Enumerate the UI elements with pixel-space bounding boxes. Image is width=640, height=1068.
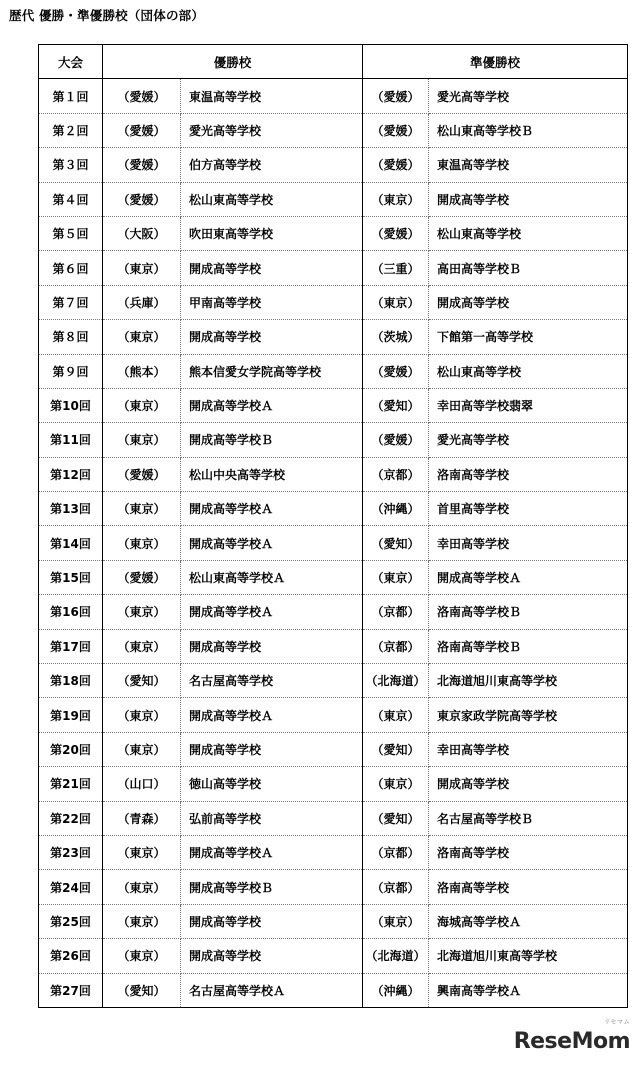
winner-prefecture-cell: （愛媛） bbox=[103, 182, 181, 216]
table-row bbox=[39, 216, 628, 250]
runner-up-school-cell: 洛南高等学校 bbox=[429, 870, 628, 904]
table-row bbox=[39, 79, 628, 113]
runner-up-prefecture-cell: （愛知） bbox=[363, 801, 429, 835]
runner-up-school-cell: 下館第一高等学校 bbox=[429, 320, 628, 354]
winner-school-cell: 開成高等学校 bbox=[181, 732, 363, 766]
winner-school-cell: 徳山高等学校 bbox=[181, 767, 363, 801]
winner-school-cell: 開成高等学校Ａ bbox=[181, 526, 363, 560]
runner-up-school-cell: 開成高等学校 bbox=[429, 767, 628, 801]
round-cell: 第20回 bbox=[39, 732, 103, 766]
table-row bbox=[39, 801, 628, 835]
winner-school-cell: 開成高等学校 bbox=[181, 939, 363, 973]
winner-school-cell: 甲南高等学校 bbox=[181, 285, 363, 319]
winner-prefecture-cell: （東京） bbox=[103, 388, 181, 422]
runner-up-prefecture-cell: （東京） bbox=[363, 182, 429, 216]
round-cell: 第17回 bbox=[39, 629, 103, 663]
winner-prefecture-cell: （熊本） bbox=[103, 354, 181, 388]
table-row bbox=[39, 939, 628, 973]
winner-prefecture-cell: （東京） bbox=[103, 320, 181, 354]
table-row bbox=[39, 388, 628, 422]
round-cell: 第３回 bbox=[39, 148, 103, 182]
runner-up-school-cell: 興南高等学校Ａ bbox=[429, 973, 628, 1007]
table-row bbox=[39, 560, 628, 594]
runner-up-prefecture-cell: （愛知） bbox=[363, 388, 429, 422]
winner-school-cell: 熊本信愛女学院高等学校 bbox=[181, 354, 363, 388]
table-row bbox=[39, 698, 628, 732]
runner-up-school-cell: 洛南高等学校 bbox=[429, 835, 628, 869]
round-cell: 第23回 bbox=[39, 835, 103, 869]
table-row bbox=[39, 664, 628, 698]
header-runner-up: 準優勝校 bbox=[363, 45, 628, 79]
winner-prefecture-cell: （愛媛） bbox=[103, 560, 181, 594]
table-row bbox=[39, 904, 628, 938]
winner-school-cell: 愛光高等学校 bbox=[181, 113, 363, 147]
winner-school-cell: 開成高等学校 bbox=[181, 904, 363, 938]
runner-up-school-cell: 愛光高等学校 bbox=[429, 423, 628, 457]
winner-school-cell: 開成高等学校Ｂ bbox=[181, 870, 363, 904]
runner-up-school-cell: 幸田高等学校翡翠 bbox=[429, 388, 628, 422]
runner-up-prefecture-cell: （北海道） bbox=[363, 939, 429, 973]
table-row bbox=[39, 492, 628, 526]
round-cell: 第26回 bbox=[39, 939, 103, 973]
runner-up-school-cell: 幸田高等学校 bbox=[429, 732, 628, 766]
table-row bbox=[39, 113, 628, 147]
runner-up-prefecture-cell: （茨城） bbox=[363, 320, 429, 354]
winner-school-cell: 弘前高等学校 bbox=[181, 801, 363, 835]
winner-school-cell: 名古屋高等学校Ａ bbox=[181, 973, 363, 1007]
runner-up-school-cell: 松山東高等学校Ｂ bbox=[429, 113, 628, 147]
winner-prefecture-cell: （東京） bbox=[103, 629, 181, 663]
runner-up-prefecture-cell: （東京） bbox=[363, 767, 429, 801]
winner-school-cell: 東温高等学校 bbox=[181, 79, 363, 113]
round-cell: 第22回 bbox=[39, 801, 103, 835]
header-round: 大会 bbox=[39, 45, 103, 79]
runner-up-school-cell: 松山東高等学校 bbox=[429, 216, 628, 250]
runner-up-school-cell: 開成高等学校 bbox=[429, 182, 628, 216]
winner-school-cell: 開成高等学校Ｂ bbox=[181, 423, 363, 457]
runner-up-prefecture-cell: （京都） bbox=[363, 870, 429, 904]
winner-prefecture-cell: （大阪） bbox=[103, 216, 181, 250]
winner-school-cell: 松山東高等学校Ａ bbox=[181, 560, 363, 594]
runner-up-prefecture-cell: （愛知） bbox=[363, 526, 429, 560]
winner-prefecture-cell: （東京） bbox=[103, 732, 181, 766]
table-row bbox=[39, 973, 628, 1007]
runner-up-prefecture-cell: （京都） bbox=[363, 629, 429, 663]
watermark-ruby: リセマム bbox=[604, 1019, 630, 1026]
runner-up-school-cell: 東温高等学校 bbox=[429, 148, 628, 182]
winner-prefecture-cell: （東京） bbox=[103, 526, 181, 560]
table-row bbox=[39, 526, 628, 560]
runner-up-prefecture-cell: （東京） bbox=[363, 904, 429, 938]
round-cell: 第12回 bbox=[39, 457, 103, 491]
round-cell: 第18回 bbox=[39, 664, 103, 698]
runner-up-prefecture-cell: （愛媛） bbox=[363, 354, 429, 388]
winner-prefecture-cell: （東京） bbox=[103, 251, 181, 285]
winner-school-cell: 吹田東高等学校 bbox=[181, 216, 363, 250]
winner-school-cell: 開成高等学校Ａ bbox=[181, 835, 363, 869]
table-row bbox=[39, 457, 628, 491]
winner-prefecture-cell: （兵庫） bbox=[103, 285, 181, 319]
runner-up-school-cell: 洛南高等学校Ｂ bbox=[429, 595, 628, 629]
round-cell: 第６回 bbox=[39, 251, 103, 285]
table-row bbox=[39, 767, 628, 801]
results-table bbox=[38, 44, 628, 1008]
winner-prefecture-cell: （東京） bbox=[103, 595, 181, 629]
runner-up-prefecture-cell: （沖縄） bbox=[363, 973, 429, 1007]
runner-up-prefecture-cell: （愛知） bbox=[363, 732, 429, 766]
runner-up-school-cell: 幸田高等学校 bbox=[429, 526, 628, 560]
winner-prefecture-cell: （山口） bbox=[103, 767, 181, 801]
winner-school-cell: 松山東高等学校 bbox=[181, 182, 363, 216]
runner-up-school-cell: 洛南高等学校 bbox=[429, 457, 628, 491]
table-row bbox=[39, 629, 628, 663]
runner-up-school-cell: 松山東高等学校 bbox=[429, 354, 628, 388]
runner-up-prefecture-cell: （東京） bbox=[363, 560, 429, 594]
winner-prefecture-cell: （愛知） bbox=[103, 664, 181, 698]
table-row bbox=[39, 732, 628, 766]
winner-prefecture-cell: （愛媛） bbox=[103, 457, 181, 491]
round-cell: 第25回 bbox=[39, 904, 103, 938]
winner-prefecture-cell: （愛媛） bbox=[103, 113, 181, 147]
winner-prefecture-cell: （東京） bbox=[103, 423, 181, 457]
winner-school-cell: 松山中央高等学校 bbox=[181, 457, 363, 491]
table-row bbox=[39, 835, 628, 869]
runner-up-school-cell: 首里高等学校 bbox=[429, 492, 628, 526]
round-cell: 第27回 bbox=[39, 973, 103, 1007]
winner-prefecture-cell: （青森） bbox=[103, 801, 181, 835]
winner-prefecture-cell: （東京） bbox=[103, 870, 181, 904]
table-row bbox=[39, 354, 628, 388]
runner-up-prefecture-cell: （京都） bbox=[363, 595, 429, 629]
runner-up-prefecture-cell: （東京） bbox=[363, 698, 429, 732]
winner-school-cell: 伯方高等学校 bbox=[181, 148, 363, 182]
runner-up-school-cell: 海城高等学校Ａ bbox=[429, 904, 628, 938]
winner-prefecture-cell: （東京） bbox=[103, 698, 181, 732]
round-cell: 第４回 bbox=[39, 182, 103, 216]
runner-up-prefecture-cell: （沖縄） bbox=[363, 492, 429, 526]
round-cell: 第24回 bbox=[39, 870, 103, 904]
table-row bbox=[39, 320, 628, 354]
round-cell: 第７回 bbox=[39, 285, 103, 319]
runner-up-prefecture-cell: （北海道） bbox=[363, 664, 429, 698]
runner-up-prefecture-cell: （東京） bbox=[363, 285, 429, 319]
winner-prefecture-cell: （東京） bbox=[103, 904, 181, 938]
round-cell: 第21回 bbox=[39, 767, 103, 801]
table-row bbox=[39, 870, 628, 904]
table-header-row bbox=[39, 45, 628, 79]
table-row bbox=[39, 148, 628, 182]
runner-up-prefecture-cell: （愛媛） bbox=[363, 79, 429, 113]
runner-up-school-cell: 開成高等学校Ａ bbox=[429, 560, 628, 594]
runner-up-school-cell: 北海道旭川東高等学校 bbox=[429, 664, 628, 698]
winner-prefecture-cell: （東京） bbox=[103, 939, 181, 973]
table-row bbox=[39, 595, 628, 629]
runner-up-school-cell: 開成高等学校 bbox=[429, 285, 628, 319]
round-cell: 第１回 bbox=[39, 79, 103, 113]
runner-up-prefecture-cell: （愛媛） bbox=[363, 423, 429, 457]
winner-school-cell: 名古屋高等学校 bbox=[181, 664, 363, 698]
winner-prefecture-cell: （愛媛） bbox=[103, 79, 181, 113]
runner-up-school-cell: 名古屋高等学校Ｂ bbox=[429, 801, 628, 835]
winner-school-cell: 開成高等学校 bbox=[181, 629, 363, 663]
round-cell: 第２回 bbox=[39, 113, 103, 147]
winner-school-cell: 開成高等学校 bbox=[181, 320, 363, 354]
runner-up-school-cell: 高田高等学校Ｂ bbox=[429, 251, 628, 285]
runner-up-school-cell: 愛光高等学校 bbox=[429, 79, 628, 113]
runner-up-school-cell: 洛南高等学校Ｂ bbox=[429, 629, 628, 663]
runner-up-school-cell: 北海道旭川東高等学校 bbox=[429, 939, 628, 973]
winner-school-cell: 開成高等学校Ａ bbox=[181, 698, 363, 732]
table-row bbox=[39, 182, 628, 216]
round-cell: 第５回 bbox=[39, 216, 103, 250]
round-cell: 第９回 bbox=[39, 354, 103, 388]
runner-up-prefecture-cell: （京都） bbox=[363, 835, 429, 869]
winner-school-cell: 開成高等学校Ａ bbox=[181, 492, 363, 526]
round-cell: 第19回 bbox=[39, 698, 103, 732]
round-cell: 第15回 bbox=[39, 560, 103, 594]
winner-school-cell: 開成高等学校Ａ bbox=[181, 388, 363, 422]
header-winner: 優勝校 bbox=[103, 45, 363, 79]
page-title: 歴代 優勝・準優勝校（団体の部） bbox=[9, 8, 205, 23]
round-cell: 第11回 bbox=[39, 423, 103, 457]
winner-prefecture-cell: （愛知） bbox=[103, 973, 181, 1007]
runner-up-prefecture-cell: （愛媛） bbox=[363, 216, 429, 250]
runner-up-prefecture-cell: （三重） bbox=[363, 251, 429, 285]
table-row bbox=[39, 423, 628, 457]
round-cell: 第10回 bbox=[39, 388, 103, 422]
round-cell: 第16回 bbox=[39, 595, 103, 629]
round-cell: 第13回 bbox=[39, 492, 103, 526]
winner-prefecture-cell: （東京） bbox=[103, 492, 181, 526]
resemom-logo: ReseMom bbox=[513, 1029, 630, 1054]
runner-up-prefecture-cell: （愛媛） bbox=[363, 148, 429, 182]
runner-up-school-cell: 東京家政学院高等学校 bbox=[429, 698, 628, 732]
winner-prefecture-cell: （東京） bbox=[103, 835, 181, 869]
winner-prefecture-cell: （愛媛） bbox=[103, 148, 181, 182]
winner-school-cell: 開成高等学校 bbox=[181, 251, 363, 285]
round-cell: 第８回 bbox=[39, 320, 103, 354]
results-body bbox=[39, 79, 628, 1008]
winner-school-cell: 開成高等学校Ａ bbox=[181, 595, 363, 629]
table-row bbox=[39, 285, 628, 319]
runner-up-prefecture-cell: （愛媛） bbox=[363, 113, 429, 147]
table-row bbox=[39, 251, 628, 285]
runner-up-prefecture-cell: （京都） bbox=[363, 457, 429, 491]
round-cell: 第14回 bbox=[39, 526, 103, 560]
